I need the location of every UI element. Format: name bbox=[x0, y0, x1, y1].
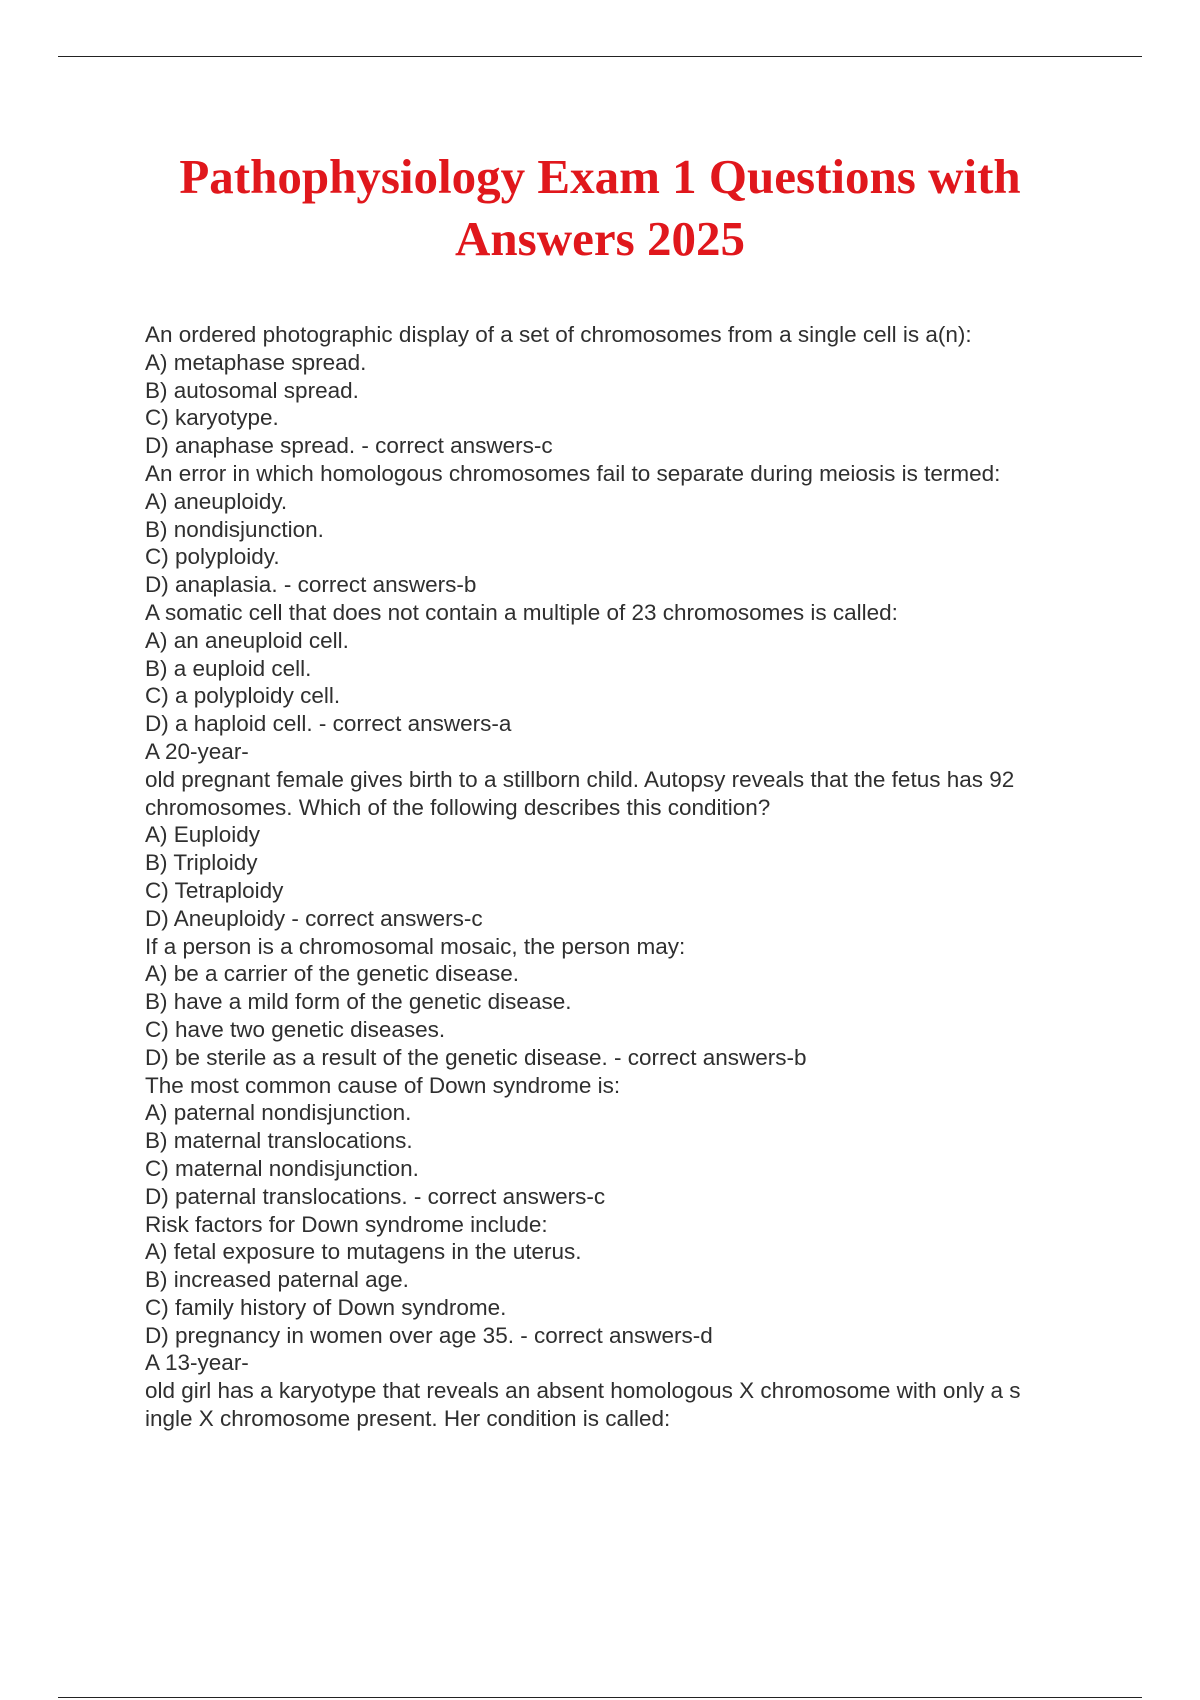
question-6-stem: The most common cause of Down syndrome is: bbox=[145, 1072, 621, 1098]
question-4-stem-line-1: A 20-year- bbox=[145, 738, 249, 764]
question-4-stem-line-3: chromosomes. Which of the following describes this condition? bbox=[145, 794, 771, 820]
question-4-option-d-answer: D) Aneuploidy - correct answers-c bbox=[145, 905, 483, 931]
title-line-1: Pathophysiology Exam 1 Questions with bbox=[179, 149, 1021, 204]
question-7-option-b: B) increased paternal age. bbox=[145, 1267, 409, 1293]
title-line-2: Answers 2025 bbox=[455, 211, 745, 266]
question-7-option-d-answer: D) pregnancy in women over age 35. - correct answers-d bbox=[145, 1322, 713, 1348]
question-3-stem: A somatic cell that does not contain a multiple of 23 chromosomes is called: bbox=[145, 599, 898, 625]
question-3-option-d-answer: D) a haploid cell. - correct answers-a bbox=[145, 711, 512, 737]
top-divider bbox=[58, 56, 1142, 57]
question-4-option-b: B) Triploidy bbox=[145, 850, 258, 876]
question-6-option-b: B) maternal translocations. bbox=[145, 1128, 413, 1154]
question-4-stem-line-2: old pregnant female gives birth to a stillborn child. Autopsy reveals that the fetus has 92 bbox=[145, 766, 1015, 792]
question-3-option-b: B) a euploid cell. bbox=[145, 655, 312, 681]
question-7-stem: Risk factors for Down syndrome include: bbox=[145, 1211, 548, 1237]
question-3-option-a: A) an aneuploid cell. bbox=[145, 627, 349, 653]
question-5-option-a: A) be a carrier of the genetic disease. bbox=[145, 961, 519, 987]
question-8-stem-line-1: A 13-year- bbox=[145, 1350, 249, 1376]
question-6-option-d-answer: D) paternal translocations. - correct answers-c bbox=[145, 1183, 606, 1209]
question-5-stem: If a person is a chromosomal mosaic, the person may: bbox=[145, 933, 686, 959]
question-8-stem-line-2: old girl has a karyotype that reveals an absent homologous X chromosome with only a s bbox=[145, 1378, 1021, 1404]
question-1-option-d-answer: D) anaphase spread. - correct answers-c bbox=[145, 433, 553, 459]
question-5-option-c: C) have two genetic diseases. bbox=[145, 1016, 446, 1042]
document-title bbox=[100, 146, 1100, 270]
document-body bbox=[145, 321, 1145, 1433]
question-4-option-a: A) Euploidy bbox=[145, 822, 261, 848]
question-6-option-a: A) paternal nondisjunction. bbox=[145, 1100, 412, 1126]
question-4-option-c: C) Tetraploidy bbox=[145, 877, 284, 903]
question-1-option-b: B) autosomal spread. bbox=[145, 377, 359, 403]
question-5-option-d-answer: D) be sterile as a result of the genetic disease. - correct answers-b bbox=[145, 1044, 807, 1070]
question-8-stem-line-3: ingle X chromosome present. Her condition is called: bbox=[145, 1406, 671, 1432]
question-7-option-a: A) fetal exposure to mutagens in the uterus. bbox=[145, 1239, 582, 1265]
bottom-divider bbox=[58, 1697, 1142, 1698]
question-2-option-a: A) aneuploidy. bbox=[145, 488, 288, 514]
question-7-option-c: C) family history of Down syndrome. bbox=[145, 1294, 507, 1320]
question-1-stem: An ordered photographic display of a set of chromosomes from a single cell is a(n): bbox=[145, 322, 972, 347]
question-2-option-c: C) polyploidy. bbox=[145, 544, 280, 570]
question-2-stem: An error in which homologous chromosomes fail to separate during meiosis is termed: bbox=[145, 460, 1001, 486]
question-2-option-d-answer: D) anaplasia. - correct answers-b bbox=[145, 572, 477, 598]
question-1-option-c: C) karyotype. bbox=[145, 405, 279, 431]
question-6-option-c: C) maternal nondisjunction. bbox=[145, 1155, 419, 1181]
question-3-option-c: C) a polyploidy cell. bbox=[145, 683, 341, 709]
question-2-option-b: B) nondisjunction. bbox=[145, 516, 324, 542]
question-5-option-b: B) have a mild form of the genetic disease. bbox=[145, 989, 572, 1015]
question-1-option-a: A) metaphase spread. bbox=[145, 349, 367, 375]
